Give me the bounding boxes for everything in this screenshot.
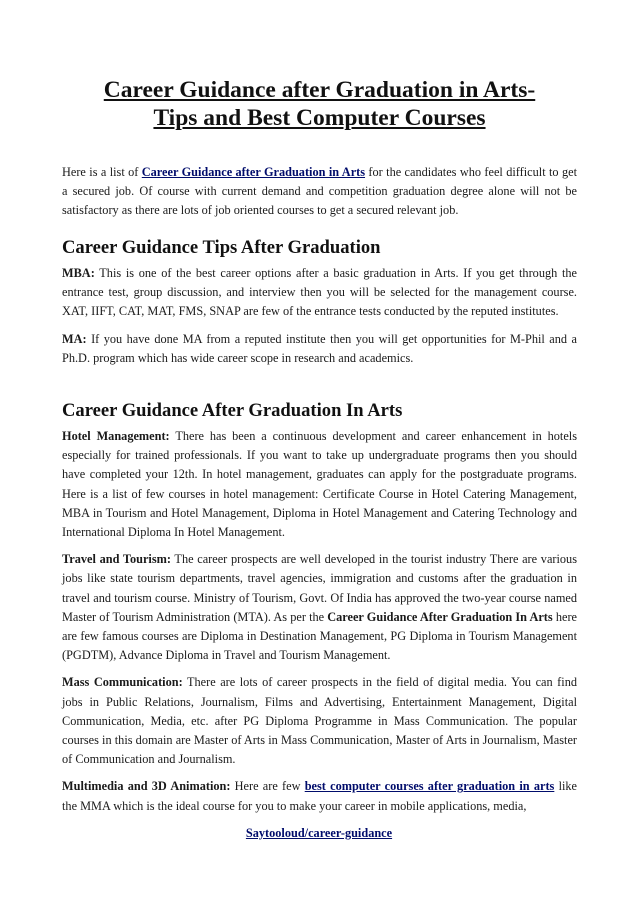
travel-text-2: here are few famous courses are Diploma in Destination Management, PG Diploma in Tourism Management (PGDTM), Advance Diploma in Travel and Tourism Management.: [62, 609, 577, 663]
intro-paragraph: [62, 163, 577, 221]
computer-courses-link[interactable]: best computer courses after graduation in arts: [304, 779, 555, 794]
multimedia-label: Multimedia and 3D Animation:: [62, 779, 231, 794]
title-line-1: Career Guidance after Graduation in Arts-: [103, 77, 536, 103]
travel-bold: Career Guidance After Graduation In Arts: [327, 609, 553, 624]
travel-label: Travel and Tourism:: [62, 552, 171, 567]
document-title: [62, 76, 577, 132]
mass-text: There are lots of career prospects in the field of digital media. You can find jobs in Public Relations, Journalism, Films and Advertising, Entertainment Management, Digital Communication, Media, etc. after PG Diploma Programme in Mass Communication. The popular courses in this domain are Master of Arts in Mass Communication, Master of Arts in Journalism, Master of Communication and Journalism.: [62, 675, 577, 767]
section-arts-heading: Career Guidance After Graduation In Arts: [62, 400, 403, 421]
mba-text: This is one of the best career options after a basic graduation in Arts. If you get through the entrance test, group discussion, and interview then you will be selected for the management course. XAT, IIFT, CAT, MAT, FMS, SNAP are few of the entrance tests conducted by the reputed institutes.: [62, 266, 577, 319]
mba-label: MBA:: [62, 266, 95, 280]
ma-text: If you have done MA from a reputed institute then you will get opportunities for M-Phil and a Ph.D. program which has wide career scope in research and academics.: [62, 331, 577, 365]
multimedia-text-2: like the MMA which is the ideal course for you to make your career in mobile applications, media,: [62, 779, 578, 813]
intro-text-before: Here is a list of: [62, 165, 142, 179]
section-tips-heading: Career Guidance Tips After Graduation: [62, 237, 381, 258]
footer-link[interactable]: Saytooloud/career-guidance: [245, 826, 393, 840]
mba-paragraph: [62, 264, 577, 322]
intro-section: [62, 163, 577, 229]
mass-paragraph: [62, 673, 577, 769]
footer: [0, 825, 638, 841]
multimedia-text-1: Here are few: [230, 779, 305, 794]
ma-paragraph: [62, 330, 577, 368]
mass-label: Mass Communication:: [62, 675, 183, 690]
hotel-paragraph: [62, 427, 577, 542]
travel-paragraph: [62, 550, 577, 665]
hotel-text: There has been a continuous development and career enhancement in hotels especially for trained professionals. If you want to take up undergraduate programs then you should have completed your 12th. In hotel management, graduates can apply for the postgraduate programs. Here is a list of few courses in hotel management: Certificate Course in Hotel Catering Management, MBA in Tourism and Hotel Management, Diploma in Hotel Management and Catering Technology and International Diploma In Hotel Management.: [62, 429, 577, 540]
travel-text-1: The career prospects are well developed in the tourist industry There are various jobs like state tourism departments, travel agencies, immigration and customs after the graduation in travel and tourism course. Ministry of Tourism, Govt. Of India has approved the two-year course named Master of Tourism Administration (MTA). As per the: [62, 552, 577, 624]
intro-link[interactable]: Career Guidance after Graduation in Arts: [141, 165, 366, 179]
hotel-label: Hotel Management:: [62, 429, 170, 443]
section-arts: [62, 399, 577, 824]
ma-label: MA:: [62, 331, 87, 346]
section-tips: [62, 236, 577, 376]
intro-text-after: for the candidates who feel difficult to get a secured job. Of course with current demand and competition graduation degree alone will not be satisfactory as there are lots of job oriented courses to get a secured relevant job.: [62, 165, 577, 218]
title-line-2: Tips and Best Computer Courses: [153, 105, 486, 131]
multimedia-paragraph: [62, 777, 577, 815]
